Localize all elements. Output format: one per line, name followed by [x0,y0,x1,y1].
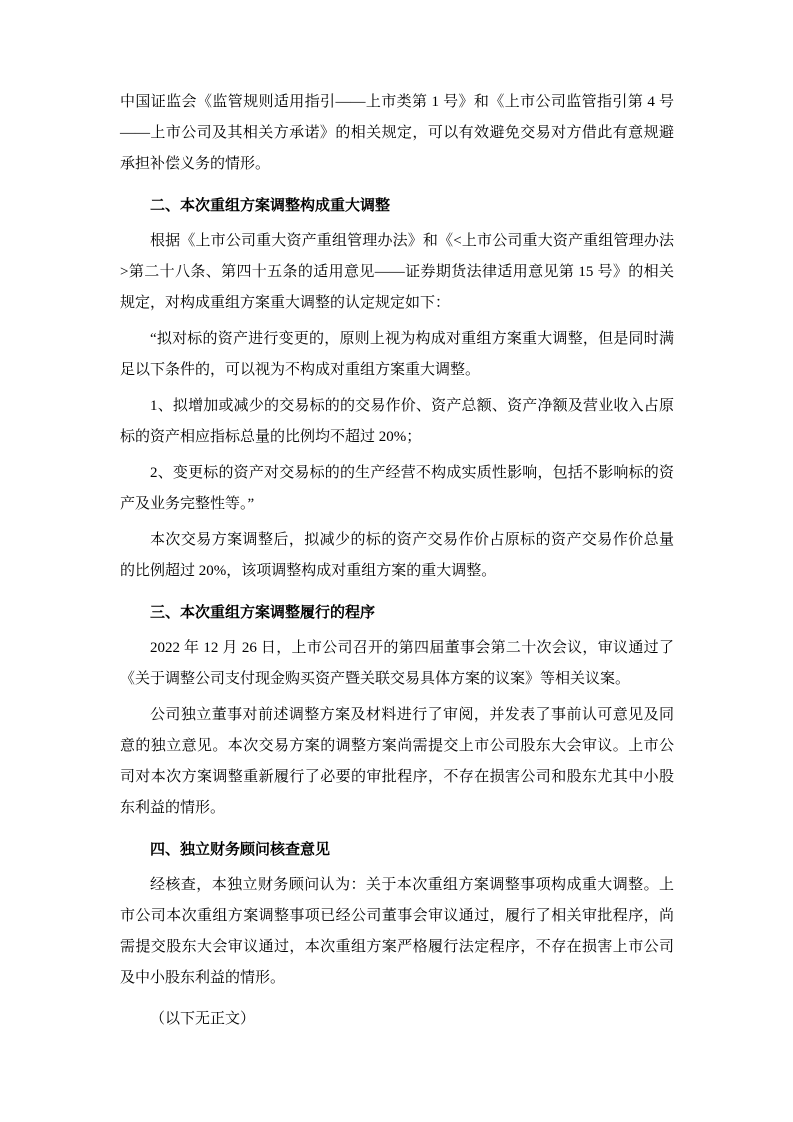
paragraph: 2、变更标的资产对交易标的的生产经营不构成实质性影响，包括不影响标的资产及业务完整性等。” [120,465,674,512]
paragraph: 经核查，本独立财务顾问认为：关于本次重组方案调整事项构成重大调整。上市公司本次重组方案调整事项已经公司董事会审议通过，履行了相关审批程序，尚需提交股东大会审议通过，本次重组方案严格履行法定程序，不存在损害上市公司及中小股东利益的情形。 [120,877,674,986]
paragraph: 2022 年 12 月 26 日，上市公司召开的第四届董事会第二十次会议，审议通过了《关于调整公司支付现金购买资产暨关联交易具体方案的议案》等相关议案。 [120,640,674,687]
paragraph: 根据《上市公司重大资产重组管理办法》和《<上市公司重大资产重组管理办法>第二十八条、第四十五条的适用意见——证券期货法律适用意见第 15 号》的相关规定，对构成重组方案重大调整的认定规定如下： [120,233,674,311]
section-heading-4: 四、独立财务顾问核查意见 [150,841,331,858]
paragraph-continued: 中国证监会《监管规则适用指引——上市类第 1 号》和《上市公司监管指引第 4 号——上市公司及其相关方承诺》的相关规定，可以有效避免交易对方借此有意规避承担补偿义务的情形。 [120,94,674,172]
paragraph: “拟对标的资产进行变更的，原则上视为构成对重组方案重大调整，但是同时满足以下条件的，可以视为不构成对重组方案重大调整。 [120,331,674,378]
paragraph: 公司独立董事对前述调整方案及材料进行了审阅，并发表了事前认可意见及同意的独立意见。本次交易方案的调整方案尚需提交上市公司股东大会审议。上市公司对本次方案调整重新履行了必要的审批程序，不存在损害公司和股东尤其中小股东利益的情形。 [120,707,674,816]
paragraph: 1、拟增加或减少的交易标的的交易作价、资产总额、资产净额及营业收入占原标的资产相应指标总量的比例均不超过 20%； [120,398,674,445]
section-heading-2: 二、本次重组方案调整构成重大调整 [150,197,391,214]
paragraph: 本次交易方案调整后，拟减少的标的资产交易作价占原标的资产交易作价总量的比例超过 20%，该项调整构成对重组方案的重大调整。 [120,532,674,579]
section-heading-3: 三、本次重组方案调整履行的程序 [150,604,376,621]
closing-note: （以下无正文） [150,1011,256,1027]
